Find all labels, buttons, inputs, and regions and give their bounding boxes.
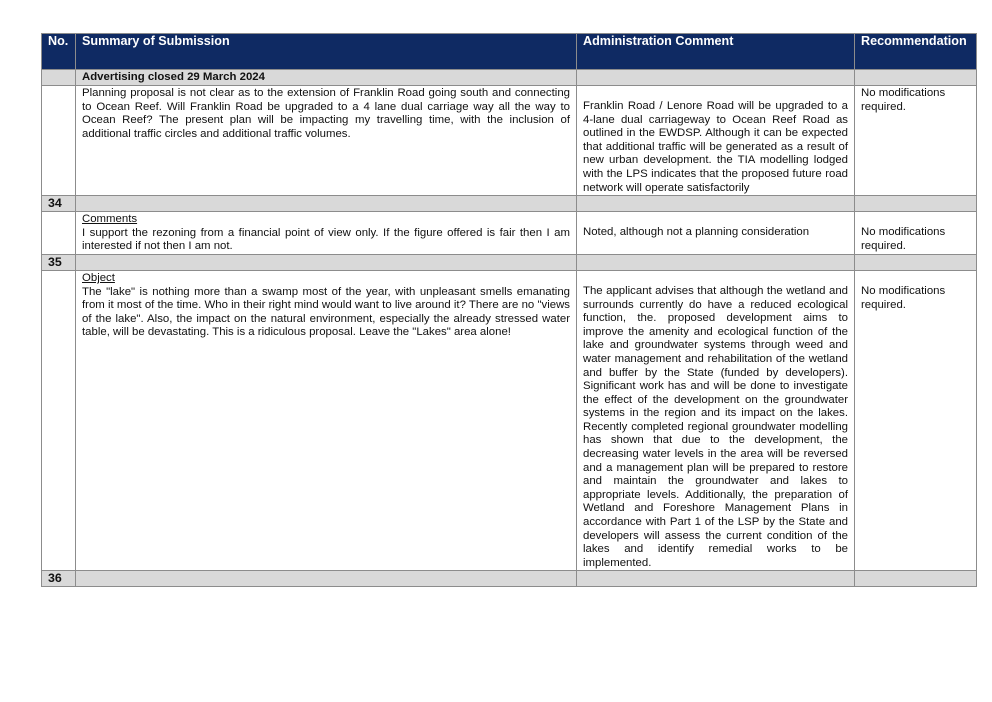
number-cell: [42, 270, 76, 570]
table-row: [42, 212, 977, 255]
submissions-table: [41, 33, 977, 587]
recommendation: No modifications required.: [855, 86, 977, 196]
band-admin-cell: [577, 571, 855, 587]
header-summary: Summary of Submission: [76, 34, 577, 70]
band-recommendation-cell: [855, 254, 977, 270]
band-recommendation-cell: [855, 70, 977, 86]
submission-heading: Comments: [82, 213, 138, 226]
band-admin-cell: [577, 70, 855, 86]
submission-heading: Object: [82, 271, 115, 284]
submission-number: 34: [42, 196, 76, 212]
submission-number: 35: [42, 254, 76, 270]
band-recommendation-cell: [855, 571, 977, 587]
submission-number-row: [42, 254, 977, 270]
band-summary-cell: [76, 254, 577, 270]
administration-comment: The applicant advises that although the wetland and surrounds currently do have a reduced ecological function, the. proposed development aims to improve the amenity and ecological function of the lake and groundwater systems through weed and water management and rehabilitation of the wetland and buffer by the State (funded by developers). Significant work has and will be done to investigate the effect of the development on the groundwater systems in the region and its impact on the lakes. Recently completed regional groundwater modelling has shown that due to the development, the decreasing water levels in the area will be reversed and a management plan will be prepared to restore and maintain the groundwater and lakes to appropriate levels. Additionally, the preparation of Wetland and Foreshore Management Plans in accordance with Part 1 of the LSP by the State and developers will assess the current condition of the lakes and identify remedial works to be implemented.: [577, 270, 855, 570]
table-row: [42, 270, 977, 570]
submission-number: 36: [42, 571, 76, 587]
recommendation: No modifications required.: [855, 270, 977, 570]
table-row: [42, 86, 977, 196]
band-summary-cell: [76, 196, 577, 212]
number-cell: [42, 212, 76, 255]
submission-summary: Planning proposal is not clear as to the extension of Franklin Road going south and connecting to Ocean Reef. Will Franklin Road be upgraded to a 4 lane dual carriage way all the way to Ocean Reef? The present plan will be impacting my travelling time, with the inclusion of additional traffic circles and additional traffic volumes.: [76, 86, 577, 196]
submission-number-row: [42, 196, 977, 212]
recommendation: No modifications required.: [855, 212, 977, 255]
header-row: [42, 34, 977, 70]
administration-comment: Franklin Road / Lenore Road will be upgraded to a 4-lane dual carriageway to Ocean Reef Road as outlined in the EWDSP. Although it can be expected that additional traffic will be generated as a result of new urban development. the TIA modelling lodged with the LPS indicates that the proposed future road network will operate satisfactorily: [577, 86, 855, 196]
header-admin-comment: Administration Comment: [577, 34, 855, 70]
advertising-closed-note: Advertising closed 29 March 2024: [76, 70, 577, 86]
submission-summary: The "lake" is nothing more than a swamp most of the year, with unpleasant smells emanating from it most of the time. Who in their right mind would want to live around it? There are no "views of the lake". Also, the impact on the natural environment, especially the already stressed water table, will be devastating. This is a ridiculous proposal. Leave the "Lakes" area alone!: [82, 285, 570, 339]
band-summary-cell: [76, 571, 577, 587]
administration-comment: Noted, although not a planning consideration: [577, 212, 855, 255]
band-admin-cell: [577, 254, 855, 270]
submission-summary-cell: [76, 212, 577, 255]
submission-number-row: [42, 571, 977, 587]
header-recommendation: Recommendation: [855, 34, 977, 70]
submission-summary: I support the rezoning from a financial point of view only. If the figure offered is fair then I am interested if not then I am not.: [82, 226, 570, 253]
band-recommendation-cell: [855, 196, 977, 212]
submission-summary-cell: [76, 270, 577, 570]
number-cell: [42, 86, 76, 196]
advertising-band-row: [42, 70, 977, 86]
band-admin-cell: [577, 196, 855, 212]
band-no-cell: [42, 70, 76, 86]
header-no: No.: [42, 34, 76, 70]
